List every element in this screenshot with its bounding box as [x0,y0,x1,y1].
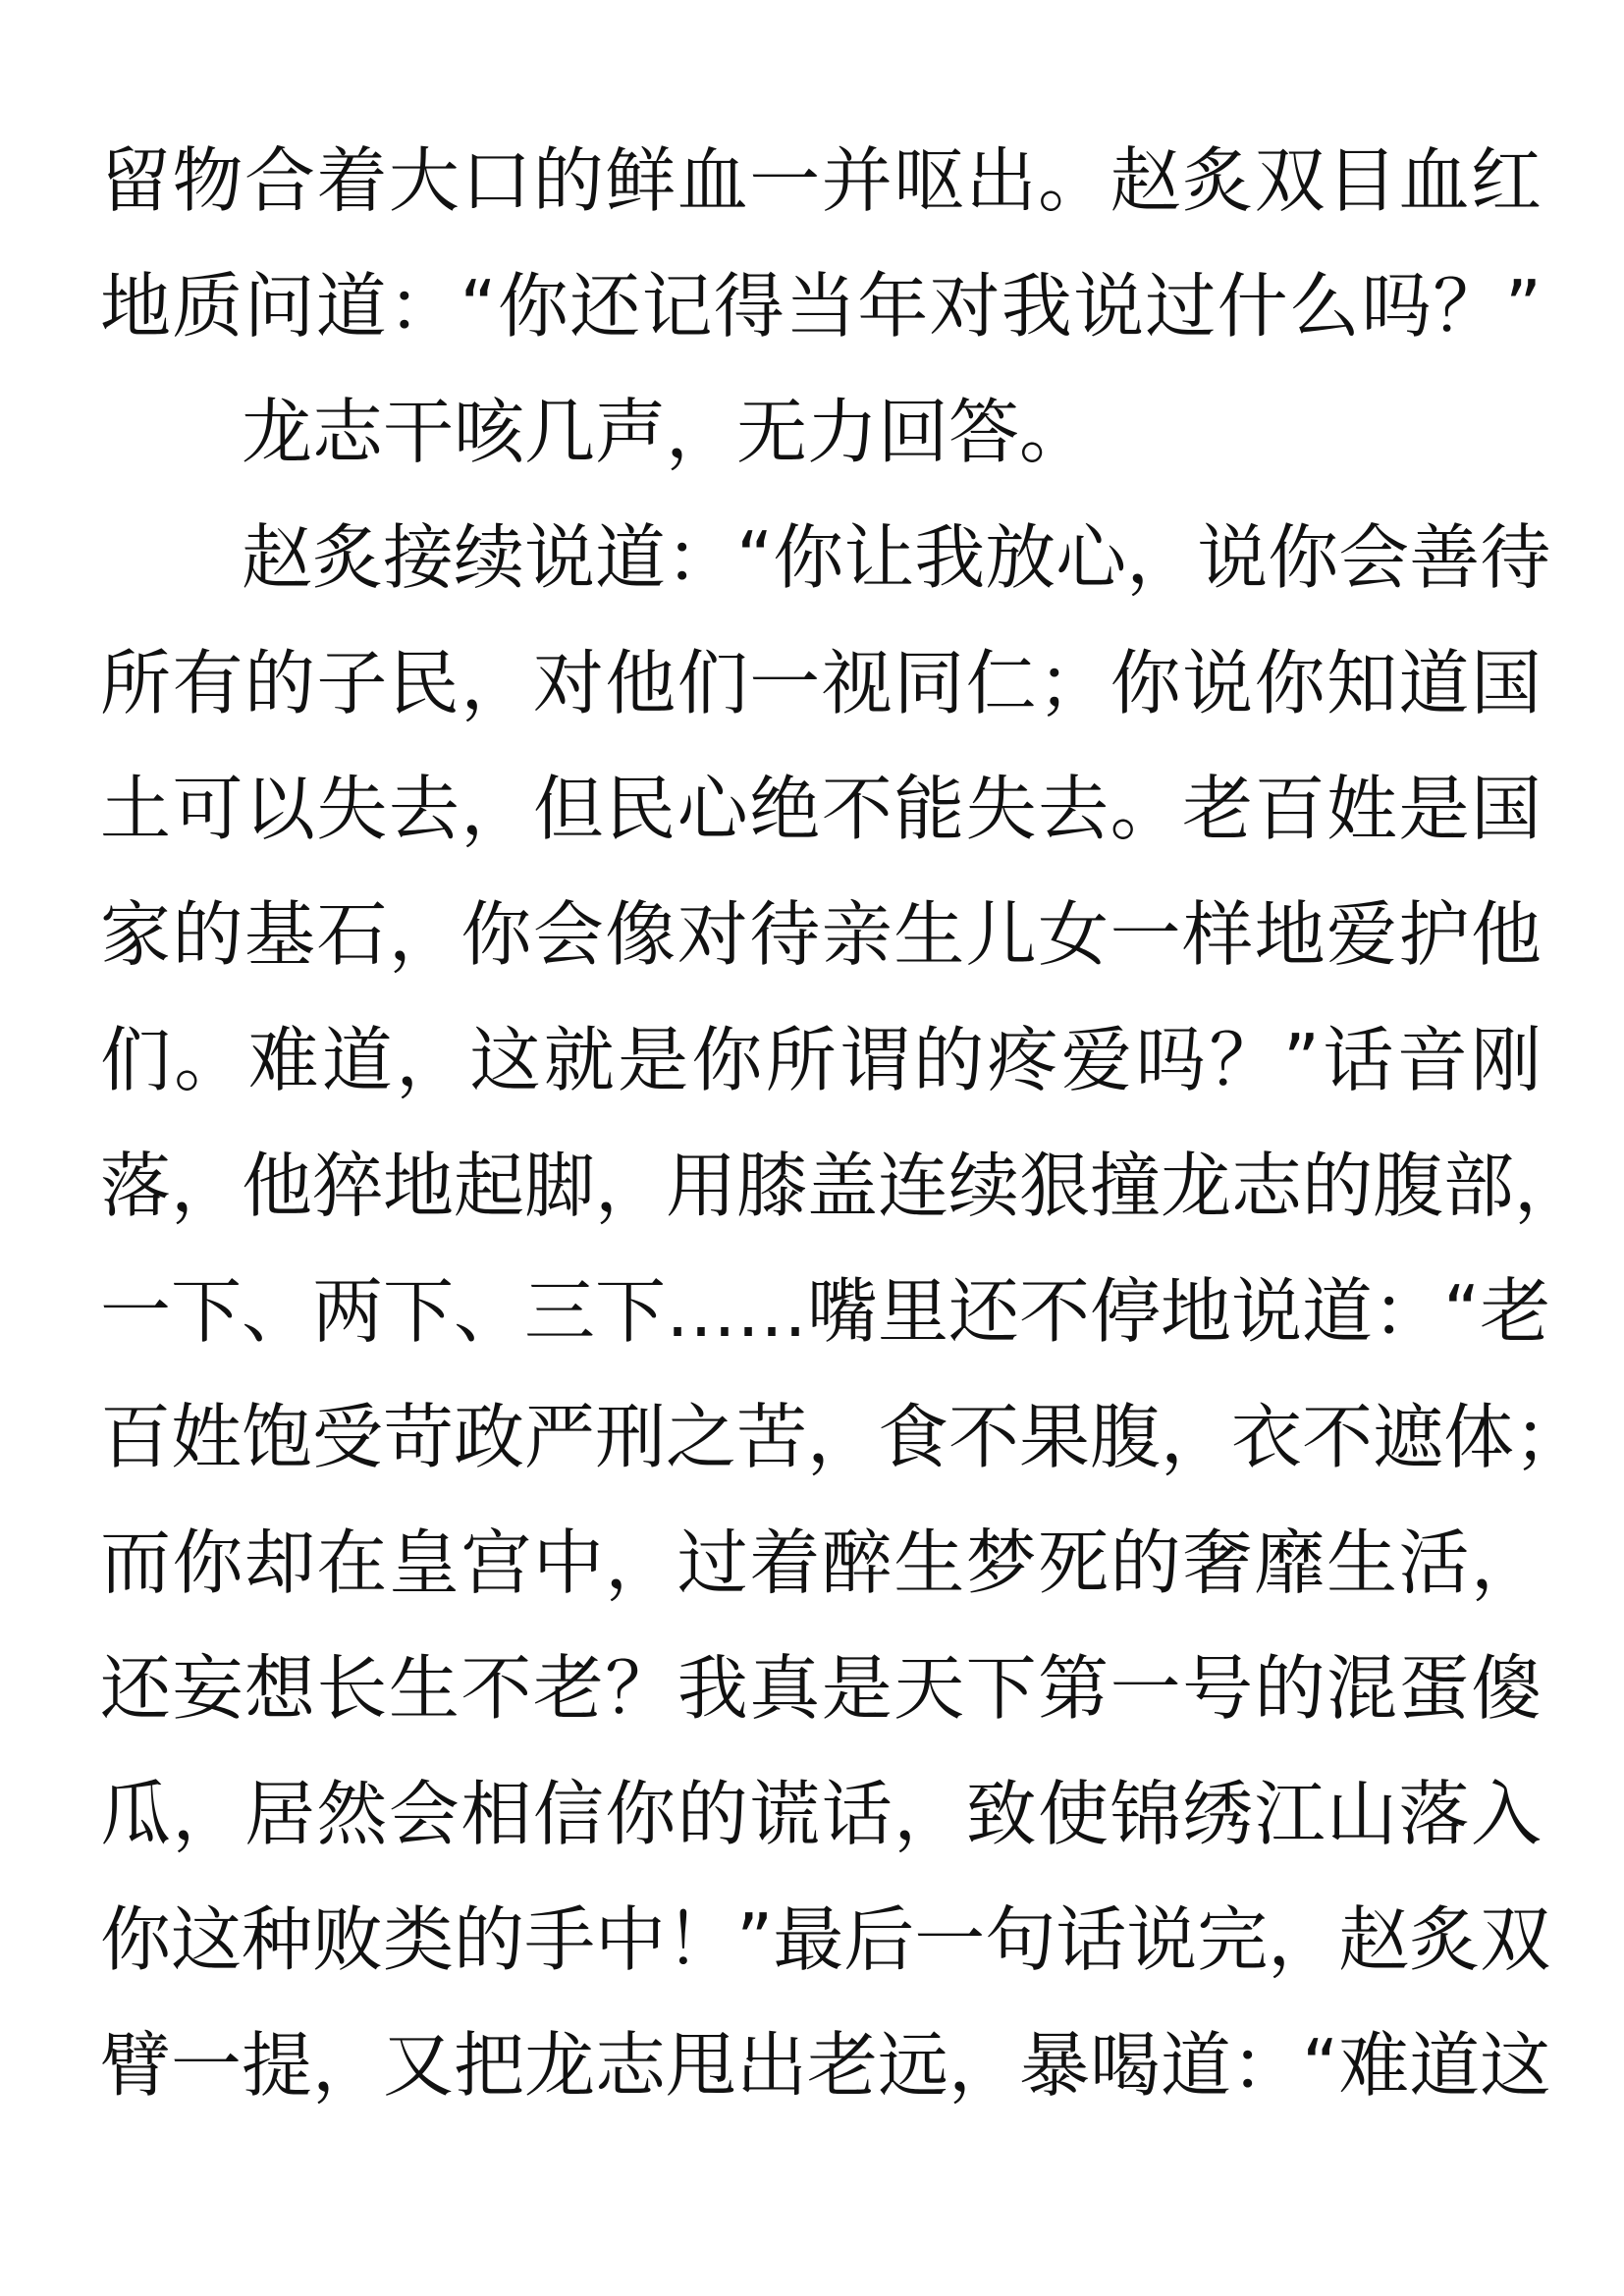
text-line: 瓜，居然会相信你的谎话，致使锦绣江山落入 [100,1773,1542,1855]
text-line: 赵炙接续说道：“你让我放心，说你会善待 [242,516,1551,599]
text-line: 百姓饱受苛政严刑之苦，食不果腹，衣不遮体； [100,1396,1586,1478]
text-line: 们。难道，这就是你所谓的疼爱吗？”话音刚 [100,1019,1542,1101]
text-line: 一下、两下、三下……嘴里还不停地说道：“老 [100,1270,1551,1353]
text-line: 而你却在皇宫中，过着醉生梦死的奢靡生活， [100,1522,1542,1604]
text-line: 所有的子民，对他们一视同仁；你说你知道国 [100,642,1542,724]
text-line: 地质问道：“你还记得当年对我说过什么吗？” [100,265,1542,347]
text-line: 家的基石，你会像对待亲生儿女一样地爱护他 [100,893,1542,976]
text-line: 落，他猝地起脚，用膝盖连续狠撞龙志的腹部， [100,1145,1586,1227]
text-line: 还妄想长生不老？我真是天下第一号的混蛋傻 [100,1647,1542,1730]
text-line: 土可以失去，但民心绝不能失去。老百姓是国 [100,768,1542,850]
body-text [100,118,1586,2128]
text-line: 留物合着大口的鲜血一并呕出。赵炙双目血红 [100,139,1542,222]
text-line: 臂一提，又把龙志甩出老远，暴喝道：“难道这 [100,2024,1551,2107]
text-line: 你这种败类的手中！”最后一句话说完，赵炙双 [100,1898,1551,1981]
text-line: 龙志干咳几声，无力回答。 [242,391,1091,473]
